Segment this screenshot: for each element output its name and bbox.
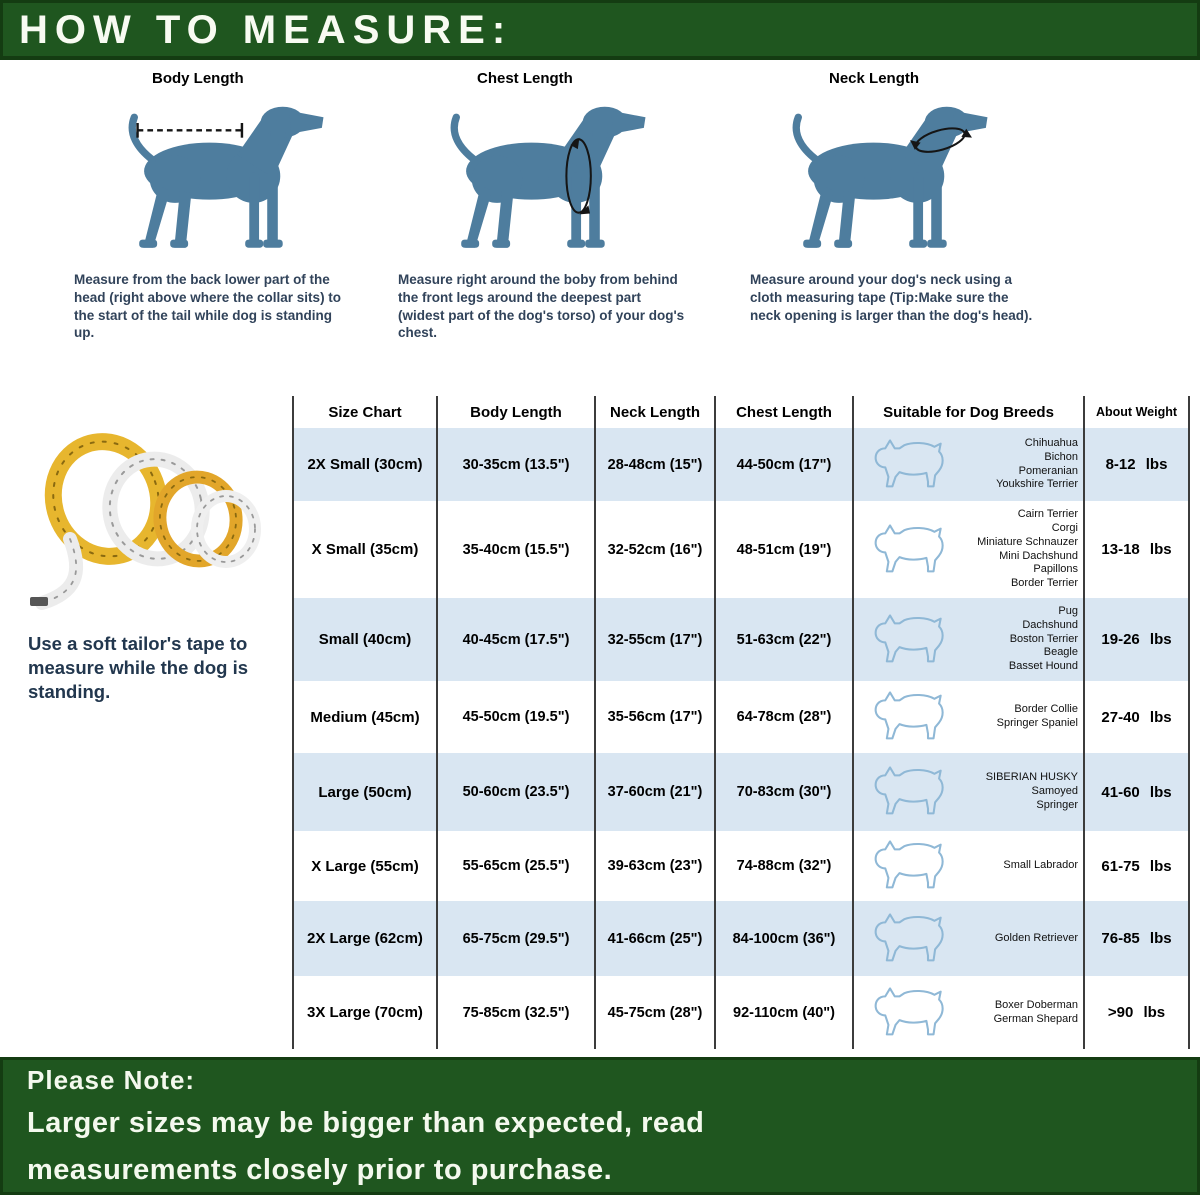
- breed-name: Mini Dachshund: [999, 549, 1078, 562]
- breed-names: [962, 437, 1081, 492]
- chest-length-value: 84-100cm (36"): [715, 901, 853, 976]
- body-length-value: 35-40cm (15.5"): [437, 501, 595, 598]
- diagram-description: Measure around your dog's neck using a cloth measuring tape (Tip:Make sure the neck opening is larger than the dog's head).: [750, 272, 1033, 323]
- breed-name: SIBERIAN HUSKY: [985, 771, 1078, 784]
- size-value: Large (50cm): [293, 753, 437, 831]
- body-length-value: 75-85cm (32.5"): [437, 976, 595, 1049]
- chest-length-value: 51-63cm (22"): [715, 598, 853, 681]
- column-header: Suitable for Dog Breeds: [853, 396, 1084, 428]
- diagram-description: Measure from the back lower part of the head (right above where the collar sits) to the start of the tail while dog is standing up.: [74, 272, 342, 341]
- chest-length-value: 48-51cm (19"): [715, 501, 853, 598]
- size-value: Medium (45cm): [293, 681, 437, 753]
- breeds-cell: [853, 753, 1084, 831]
- breed-name: Boxer Doberman: [994, 998, 1078, 1011]
- table-row: [293, 753, 1189, 831]
- diagram-description: Measure right around the boby from behind the front legs around the deepest part (widest part of the dog's torso) of your dog's chest.: [398, 272, 685, 341]
- breed-name: Pomeranian: [1018, 464, 1078, 477]
- body-length-value: 65-75cm (29.5"): [437, 901, 595, 976]
- weight-value: 8-12 lbs: [1084, 428, 1189, 501]
- neck-length-value: 45-75cm (28"): [595, 976, 715, 1049]
- chest-length-value: 92-110cm (40"): [715, 976, 853, 1049]
- breeds-cell: [853, 681, 1084, 753]
- body-length-value: 30-35cm (13.5"): [437, 428, 595, 501]
- table-row: [293, 501, 1189, 598]
- breed-names: [962, 605, 1081, 674]
- breed-names: [962, 703, 1081, 731]
- breed-name: Springer: [1036, 798, 1078, 811]
- table-row: [293, 831, 1189, 901]
- size-value: X Large (55cm): [293, 831, 437, 901]
- diagrams-section: [0, 60, 1200, 394]
- diagram-label: Body Length: [152, 70, 244, 87]
- dog-breed-outline-icon: [856, 689, 962, 745]
- breed-name: Chihuahua: [1024, 437, 1078, 449]
- body-length-value: 50-60cm (23.5"): [437, 753, 595, 831]
- breeds-cell: [853, 501, 1084, 598]
- dog-breed-outline-icon: [856, 612, 962, 668]
- size-table-header-row: [293, 396, 1189, 428]
- table-row: [293, 681, 1189, 753]
- breed-name: Bichon: [1044, 450, 1078, 463]
- breeds-cell: [853, 598, 1084, 681]
- size-value: X Small (35cm): [293, 501, 437, 598]
- note-title: Please Note:: [27, 1065, 196, 1095]
- breed-name: Papillons: [1033, 563, 1078, 576]
- dog-silhouette-icon: [782, 91, 994, 261]
- chest-length-value: 44-50cm (17"): [715, 428, 853, 501]
- neck-length-value: 39-63cm (23"): [595, 831, 715, 901]
- breeds-cell: [853, 901, 1084, 976]
- breed-name: Beagle: [1043, 646, 1078, 659]
- dog-silhouette-icon: [440, 91, 652, 261]
- neck-length-value: 35-56cm (17"): [595, 681, 715, 753]
- dog-breed-outline-icon: [856, 764, 962, 820]
- main-section: [0, 394, 1200, 1049]
- table-row: [293, 976, 1189, 1049]
- neck-length-value: 37-60cm (21"): [595, 753, 715, 831]
- column-header: Size Chart: [293, 396, 437, 428]
- breed-name: Basset Hound: [1008, 660, 1078, 673]
- chest-length-value: 74-88cm (32"): [715, 831, 853, 901]
- weight-value: 61-75 lbs: [1084, 831, 1189, 901]
- breed-name: Cairn Terrier: [1017, 508, 1078, 521]
- column-header: Chest Length: [715, 396, 853, 428]
- breed-name: Corgi: [1051, 522, 1078, 534]
- dog-silhouette-icon: [118, 91, 330, 261]
- dog-breed-outline-icon: [856, 911, 962, 967]
- breed-names: [962, 771, 1081, 812]
- diagram-label: Chest Length: [477, 70, 573, 87]
- breed-name: German Shepard: [993, 1012, 1078, 1025]
- page-title: HOW TO MEASURE:: [19, 7, 513, 52]
- weight-value: >90 lbs: [1084, 976, 1189, 1049]
- weight-value: 27-40 lbs: [1084, 681, 1189, 753]
- body-length-value: 55-65cm (25.5"): [437, 831, 595, 901]
- weight-value: 13-18 lbs: [1084, 501, 1189, 598]
- breed-name: Border Collie: [1014, 703, 1078, 716]
- measuring-tape-icon: [18, 406, 268, 618]
- neck-length-value: 32-52cm (16"): [595, 501, 715, 598]
- note-message: Larger sizes may be bigger than expected, read measurements closely prior to purchase.: [27, 1106, 705, 1186]
- dog-breed-outline-icon: [856, 985, 962, 1041]
- breed-names: [962, 932, 1081, 946]
- column-header: Neck Length: [595, 396, 715, 428]
- size-chart-table: [292, 396, 1190, 1049]
- breed-name: Dachshund: [1022, 618, 1078, 631]
- breed-name: Small Labrador: [1003, 859, 1078, 872]
- dog-breed-outline-icon: [856, 437, 962, 493]
- weight-value: 76-85 lbs: [1084, 901, 1189, 976]
- header-bar: [0, 0, 1200, 60]
- measurement-diagram-body-length: [40, 70, 355, 394]
- size-value: 2X Small (30cm): [293, 428, 437, 501]
- breed-name: Springer Spaniel: [996, 717, 1078, 729]
- size-value: Small (40cm): [293, 598, 437, 681]
- neck-length-value: 28-48cm (15"): [595, 428, 715, 501]
- breed-name: Golden Retriever: [994, 931, 1078, 944]
- neck-length-value: 32-55cm (17"): [595, 598, 715, 681]
- table-row: [293, 598, 1189, 681]
- body-length-annotation: [138, 123, 242, 138]
- table-row: [293, 901, 1189, 976]
- chest-length-value: 70-83cm (30"): [715, 753, 853, 831]
- breed-names: [962, 859, 1081, 873]
- dog-breed-outline-icon: [856, 838, 962, 894]
- weight-value: 19-26 lbs: [1084, 598, 1189, 681]
- table-row: [293, 428, 1189, 501]
- footer-note-bar: [0, 1057, 1200, 1195]
- breed-names: [962, 999, 1081, 1027]
- breed-name: Border Terrier: [1010, 577, 1078, 589]
- breed-names: [962, 508, 1081, 591]
- column-header: Body Length: [437, 396, 595, 428]
- column-header: About Weight: [1084, 396, 1189, 428]
- left-panel: [0, 394, 292, 704]
- breed-name: Youkshire Terrier: [996, 478, 1078, 491]
- measurement-diagram-neck-length: [744, 70, 1059, 394]
- dog-breed-outline-icon: [856, 522, 962, 578]
- chest-length-value: 64-78cm (28"): [715, 681, 853, 753]
- breeds-cell: [853, 428, 1084, 501]
- body-length-value: 40-45cm (17.5"): [437, 598, 595, 681]
- breed-name: Samoyed: [1031, 785, 1078, 798]
- weight-value: 41-60 lbs: [1084, 753, 1189, 831]
- neck-length-value: 41-66cm (25"): [595, 901, 715, 976]
- tip-text: Use a soft tailor's tape to measure while the dog is standing.: [28, 633, 249, 703]
- diagram-label: Neck Length: [829, 70, 920, 87]
- breed-name: Pug: [1058, 605, 1078, 618]
- breed-name: Miniature Schnauzer: [977, 535, 1078, 548]
- size-table-body: [293, 428, 1189, 1049]
- body-length-value: 45-50cm (19.5"): [437, 681, 595, 753]
- size-value: 3X Large (70cm): [293, 976, 437, 1049]
- size-value: 2X Large (62cm): [293, 901, 437, 976]
- breed-name: Boston Terrier: [1009, 632, 1078, 645]
- breeds-cell: [853, 976, 1084, 1049]
- breeds-cell: [853, 831, 1084, 901]
- measurement-diagram-chest-length: [392, 70, 707, 394]
